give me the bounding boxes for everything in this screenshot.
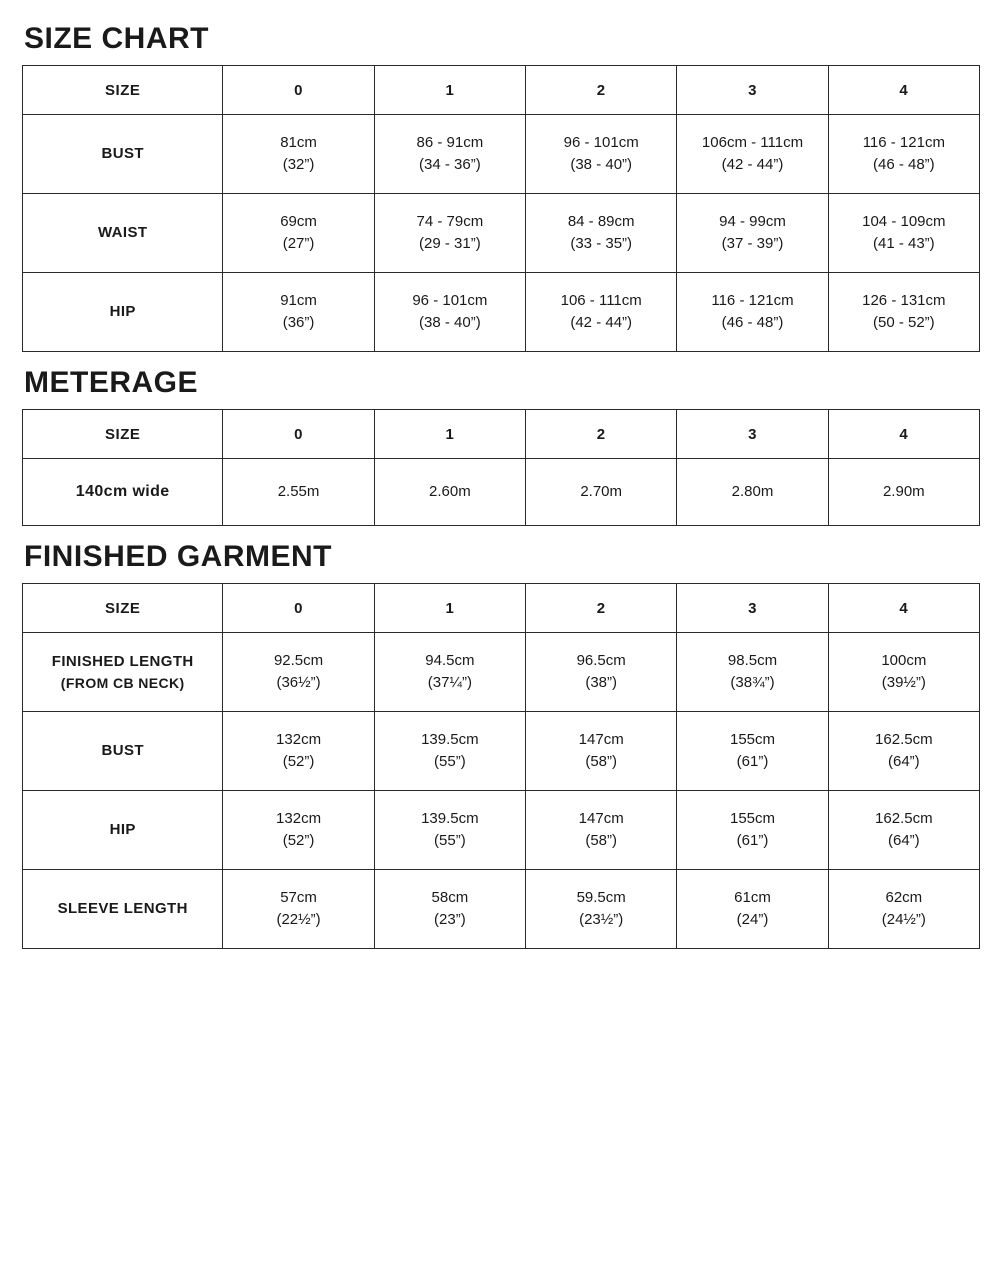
row-label (23, 870, 223, 949)
row-label-main: BUST (101, 742, 144, 760)
measurement-cell (223, 115, 374, 194)
measurement-inch: (61”) (736, 753, 769, 770)
measurement-cell (677, 633, 828, 712)
measurement-inch: (23½”) (579, 911, 624, 928)
measurement-cm: 116 - 121cm (711, 292, 794, 310)
table-row (23, 194, 980, 273)
row-label (23, 115, 223, 194)
measurement-inch: (46 - 48”) (872, 156, 935, 173)
measurement-inch: (42 - 44”) (570, 314, 633, 331)
measurement-inch: (38 - 40”) (570, 156, 633, 173)
measurement-inch: (34 - 36”) (419, 156, 481, 173)
measurement-cm: 126 - 131cm (862, 292, 946, 310)
measurement-cm: 69cm (280, 213, 317, 231)
measurement-cell (223, 459, 374, 526)
measurement-cm: 98.5cm (727, 652, 778, 670)
measurement-cm: 96.5cm (576, 652, 626, 670)
size-column-header: 4 (828, 410, 979, 459)
measurement-cell (374, 194, 525, 273)
row-label-main: HIP (109, 303, 136, 321)
size-header-label: SIZE (23, 584, 223, 633)
measurement-cell (374, 273, 525, 352)
measurement-cm: 57cm (280, 889, 317, 907)
size-column-header: 2 (526, 584, 677, 633)
row-label-main: SLEEVE LENGTH (57, 900, 188, 918)
measurement-cm: 2.80m (731, 483, 774, 501)
table-header-row (23, 584, 980, 633)
row-label-main: 140cm wide (75, 483, 170, 501)
measurement-cell (223, 633, 374, 712)
measurement-inch: (61”) (736, 832, 769, 849)
measurement-inch: (32”) (282, 156, 315, 173)
measurement-cm: 147cm (578, 810, 624, 828)
table-header-row (23, 410, 980, 459)
measurement-inch: (64”) (887, 753, 920, 770)
measurement-cm: 2.55m (277, 483, 320, 501)
measurement-inch: (41 - 43”) (872, 235, 935, 252)
section (22, 22, 978, 352)
measurement-cell (223, 870, 374, 949)
size-column-header: 0 (223, 66, 374, 115)
measurement-cell (526, 712, 677, 791)
measurement-inch: (55”) (434, 832, 466, 849)
measurement-cell (223, 712, 374, 791)
size-column-header: 3 (677, 66, 828, 115)
measurement-cell (374, 115, 525, 194)
measurement-cell (677, 459, 828, 526)
measurement-table (22, 65, 980, 352)
measurement-inch: (42 - 44”) (721, 156, 784, 173)
measurement-cm: 155cm (729, 810, 776, 828)
measurement-cell (828, 633, 979, 712)
measurement-cm: 132cm (276, 810, 322, 828)
measurement-cm: 94 - 99cm (719, 213, 786, 231)
measurement-cm: 106cm - 111cm (701, 134, 804, 152)
measurement-inch: (33 - 35”) (570, 235, 633, 252)
row-label (23, 273, 223, 352)
measurement-cell (677, 791, 828, 870)
measurement-cell (374, 791, 525, 870)
table-row (23, 459, 980, 526)
measurement-cell (526, 633, 677, 712)
measurement-cell (828, 273, 979, 352)
section-title: FINISHED GARMENT (24, 540, 332, 573)
measurement-cell (828, 194, 979, 273)
measurement-cell (526, 194, 677, 273)
measurement-inch: (64”) (887, 832, 920, 849)
measurement-cell (828, 791, 979, 870)
measurement-cm: 147cm (578, 731, 624, 749)
measurement-cm: 162.5cm (875, 731, 933, 749)
table-header-row (23, 66, 980, 115)
sections-container (22, 22, 978, 949)
measurement-cell (374, 712, 525, 791)
measurement-cell (526, 459, 677, 526)
measurement-inch: (52”) (282, 753, 315, 770)
measurement-cm: 104 - 109cm (862, 213, 946, 231)
table-row (23, 712, 980, 791)
measurement-cell (526, 791, 677, 870)
measurement-inch: (27”) (282, 235, 315, 252)
measurement-cm: 100cm (881, 652, 927, 670)
measurement-cell (677, 712, 828, 791)
measurement-inch: (22½”) (276, 911, 321, 928)
measurement-cm: 81cm (280, 134, 317, 152)
measurement-inch: (36½”) (276, 674, 321, 691)
measurement-cm: 59.5cm (576, 889, 626, 907)
size-header-label: SIZE (23, 410, 223, 459)
measurement-inch: (39½”) (881, 674, 926, 691)
measurement-cm: 58cm (431, 889, 469, 907)
measurement-inch: (24½”) (881, 911, 926, 928)
row-label-main: HIP (109, 821, 136, 839)
measurement-inch: (38”) (585, 674, 618, 691)
row-label-main: BUST (101, 145, 144, 163)
measurement-inch: (38 - 40”) (419, 314, 481, 331)
measurement-cm: 96 - 101cm (412, 292, 488, 310)
size-column-header: 3 (677, 410, 828, 459)
measurement-cm: 84 - 89cm (567, 213, 635, 231)
measurement-inch: (24”) (736, 911, 769, 928)
row-label-sub: (FROM CB NECK) (60, 674, 185, 691)
table-row (23, 115, 980, 194)
row-label (23, 633, 223, 712)
size-column-header: 3 (677, 584, 828, 633)
size-column-header: 0 (223, 584, 374, 633)
measurement-cell (374, 633, 525, 712)
measurement-cm: 2.90m (882, 483, 925, 501)
measurement-cm: 74 - 79cm (416, 213, 484, 231)
measurement-cm: 61cm (734, 889, 771, 907)
size-column-header: 2 (526, 410, 677, 459)
measurement-cm: 94.5cm (425, 652, 475, 670)
size-column-header: 2 (526, 66, 677, 115)
measurement-cm: 162.5cm (875, 810, 933, 828)
measurement-inch: (37¼”) (427, 674, 472, 691)
table-row (23, 273, 980, 352)
measurement-cell (828, 459, 979, 526)
measurement-cell (374, 870, 525, 949)
measurement-cell (526, 870, 677, 949)
measurement-inch: (37 - 39”) (721, 235, 784, 252)
measurement-inch: (58”) (585, 753, 618, 770)
size-column-header: 0 (223, 410, 374, 459)
measurement-cell (526, 115, 677, 194)
row-label-main: WAIST (97, 224, 148, 242)
size-column-header: 1 (374, 584, 525, 633)
section-title: SIZE CHART (24, 22, 209, 55)
measurement-cell (374, 459, 525, 526)
measurement-cell (828, 870, 979, 949)
measurement-cell (223, 273, 374, 352)
measurement-cell (677, 870, 828, 949)
measurement-inch: (38¾”) (730, 674, 775, 691)
table-row (23, 633, 980, 712)
measurement-inch: (55”) (434, 753, 466, 770)
measurement-cm: 96 - 101cm (563, 134, 639, 152)
measurement-cell (223, 791, 374, 870)
size-column-header: 4 (828, 66, 979, 115)
row-label (23, 194, 223, 273)
measurement-cell (677, 115, 828, 194)
measurement-cm: 2.70m (580, 483, 623, 501)
section (22, 540, 978, 949)
measurement-cm: 92.5cm (273, 652, 324, 670)
measurement-inch: (36”) (282, 314, 315, 331)
measurement-cm: 91cm (280, 292, 317, 310)
measurement-cell (526, 273, 677, 352)
measurement-cm: 139.5cm (421, 731, 479, 749)
section-title: METERAGE (24, 366, 199, 399)
table-row (23, 870, 980, 949)
row-label (23, 712, 223, 791)
measurement-table (22, 583, 980, 949)
measurement-cm: 86 - 91cm (416, 134, 484, 152)
measurement-cm: 2.60m (429, 483, 471, 501)
measurement-cm: 132cm (276, 731, 322, 749)
measurement-cm: 155cm (729, 731, 776, 749)
section (22, 366, 978, 526)
row-label (23, 459, 223, 526)
measurement-cell (223, 194, 374, 273)
measurement-table (22, 409, 980, 526)
measurement-cm: 106 - 111cm (560, 292, 642, 310)
measurement-cell (677, 194, 828, 273)
measurement-inch: (46 - 48”) (721, 314, 784, 331)
row-label (23, 791, 223, 870)
measurement-inch: (50 - 52”) (872, 314, 935, 331)
measurement-cm: 116 - 121cm (862, 134, 945, 152)
measurement-cm: 139.5cm (421, 810, 479, 828)
size-header-label: SIZE (23, 66, 223, 115)
measurement-cell (828, 712, 979, 791)
size-column-header: 1 (374, 66, 525, 115)
measurement-inch: (29 - 31”) (419, 235, 481, 252)
measurement-inch: (23”) (434, 911, 466, 928)
measurement-inch: (52”) (282, 832, 315, 849)
table-row (23, 791, 980, 870)
row-label-main: FINISHED LENGTH (51, 652, 194, 670)
measurement-cell (677, 273, 828, 352)
measurement-inch: (58”) (585, 832, 618, 849)
size-column-header: 1 (374, 410, 525, 459)
measurement-cell (828, 115, 979, 194)
size-column-header: 4 (828, 584, 979, 633)
measurement-cm: 62cm (885, 889, 923, 907)
